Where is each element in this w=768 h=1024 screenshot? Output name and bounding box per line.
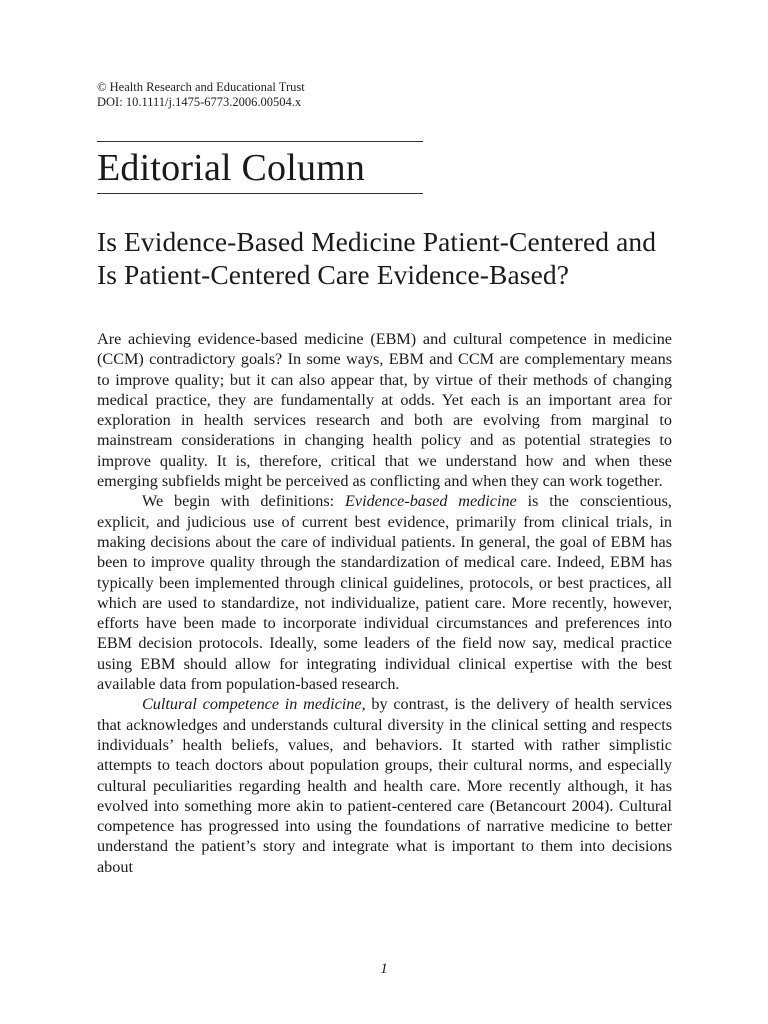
article-body <box>97 329 672 877</box>
paragraph-1: Are achieving evidence-based medicine (EBM) and cultural competence in medicine (CCM) contradictory goals? In some ways, EBM and CCM are complementary means to improve quality; but it can also appear that, by virtue of their methods of changing medical practice, they are fundamentally at odds. Yet each is an important area for exploration in health services research and both are evolving from marginal to mainstream considerations in changing health policy and as potential strategies to improve quality. It is, therefore, critical that we understand how and when these emerging subfields might be perceived as conflicting and when they can work together. <box>97 330 672 491</box>
section-rule-bottom <box>97 193 423 194</box>
paragraph-2-rest: is the conscientious, explicit, and judicious use of current best evidence, primarily from clinical trials, in making decisions about the care of individual patients. In general, the goal of EBM has been to improve quality through the standardization of medical care. Indeed, EBM has typically been implemented through clinical guidelines, protocols, or best practices, all which are used to standardize, not individualize, patient care. More recently, however, efforts have been made to incorporate individual circumstances and preferences into EBM decision protocols. Ideally, some leaders of the field now say, medical practice using EBM should allow for integrating individual clinical expertise with the best available data from population-based research. <box>97 492 672 694</box>
page-number: 1 <box>380 961 388 977</box>
section-rule-top <box>97 141 423 142</box>
journal-meta <box>97 80 672 110</box>
document-page <box>97 80 672 877</box>
section-title: Editorial Column <box>97 147 366 189</box>
term-cultural-competence: Cultural competence in medicine, <box>142 695 366 714</box>
paragraph-2 <box>97 491 672 694</box>
term-evidence-based-medicine: Evidence-based medicine <box>345 492 517 511</box>
paragraph-3 <box>97 694 672 877</box>
article-title: Is Evidence-Based Medicine Patient-Centered and Is Patient-Centered Care Evidence-Based? <box>97 226 657 290</box>
paragraph-3-rest: by contrast, is the delivery of health services that acknowledges and understands cultural diversity in the clinical setting and respects individuals’ health beliefs, values, and behaviors. It started with rather simplistic attempts to teach doctors about population groups, their cultural norms, and especially cultural peculiarities regarding health and health care. More recently although, it has evolved into something more akin to patient-centered care (Betancourt 2004). Cultural competence has progressed into using the foundations of narrative medicine to better understand the patient’s story and integrate what is important to them into decisions about <box>97 695 672 876</box>
paragraph-2-lead: We begin with definitions: <box>142 492 345 511</box>
doi-line: DOI: 10.1111/j.1475-6773.2006.00504.x <box>97 95 302 109</box>
copyright-line: © Health Research and Educational Trust <box>97 80 305 94</box>
